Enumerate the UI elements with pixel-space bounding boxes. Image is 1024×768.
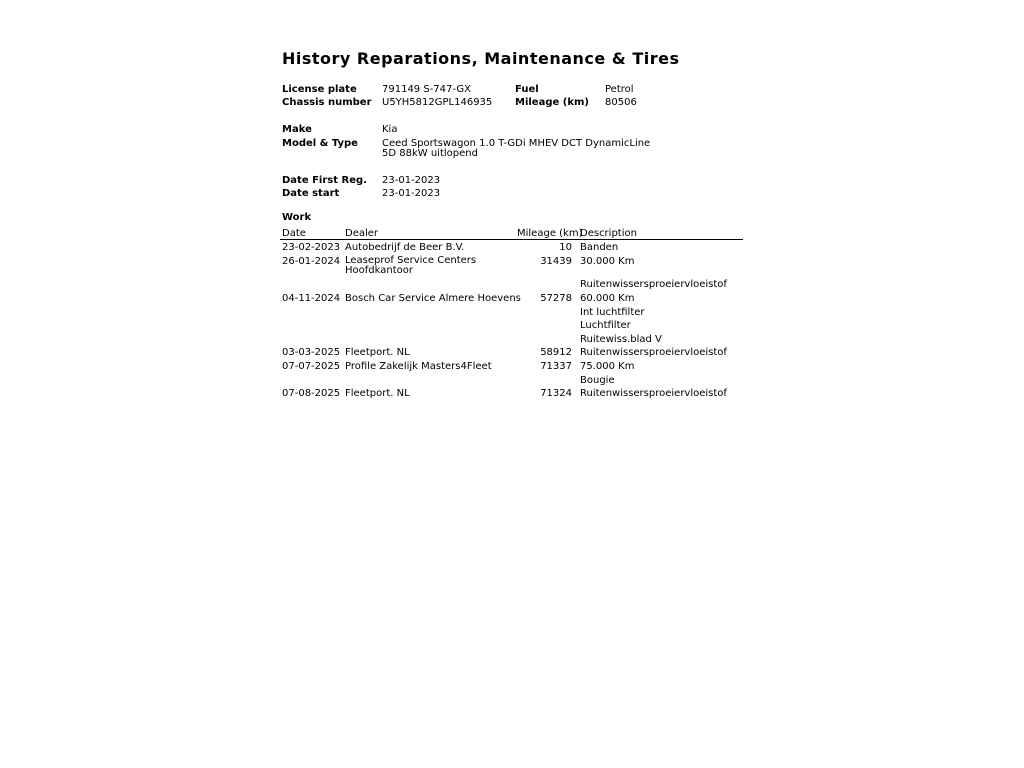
date-start-value: 23-01-2023 [382,188,441,199]
model-label: Model & Type [282,138,358,149]
row-date: 07-08-2025 [282,388,341,399]
row-date: 04-11-2024 [282,293,341,304]
row-description-line: Bougie [580,375,615,386]
row-mileage: 58912 [540,347,572,358]
row-description-line: Ruitenwissersproeiervloeistof [580,279,727,290]
row-dealer: Fleetport. NL [345,388,410,399]
row-description-line: Int luchtfilter [580,307,645,318]
header-divider [280,239,743,240]
license-plate-label: License plate [282,84,357,95]
mileage-value: 80506 [605,97,637,108]
row-description-line: 75.000 Km [580,361,635,372]
fuel-label: Fuel [515,84,539,95]
work-heading: Work [282,212,312,223]
column-header-dealer: Dealer [345,228,379,239]
make-value: Kia [382,124,398,135]
row-description-line: Luchtfilter [580,320,631,331]
model-value: Ceed Sportswagon 1.0 T-GDi MHEV DCT DynamicLine 5D 88kW uitlopend [382,138,651,159]
row-description-line: 60.000 Km [580,293,635,304]
row-date: 23-02-2023 [282,242,341,253]
row-mileage: 57278 [540,293,572,304]
row-date: 07-07-2025 [282,361,341,372]
row-description-line: Banden [580,242,619,253]
row-dealer: Bosch Car Service Almere Hoevens [345,293,521,304]
row-description-line: Ruitenwissersproeiervloeistof [580,388,727,399]
row-date: 26-01-2024 [282,256,341,267]
row-description-line: Ruitewiss.blad V [580,334,662,345]
row-mileage: 71324 [540,388,572,399]
column-header-description: Description [580,228,637,239]
column-header-date: Date [282,228,306,239]
first-reg-value: 23-01-2023 [382,175,441,186]
license-plate-value: 791149 S-747-GX [382,84,471,95]
fuel-value: Petrol [605,84,634,95]
chassis-value: U5YH5812GPL146935 [382,97,493,108]
row-mileage: 10 [559,242,572,253]
row-dealer: Leaseprof Service Centers Hoofdkantoor [345,255,477,276]
row-date: 03-03-2025 [282,347,341,358]
row-dealer: Fleetport. NL [345,347,410,358]
row-mileage: 71337 [540,361,572,372]
row-description-line: 30.000 Km [580,256,635,267]
chassis-label: Chassis number [282,97,372,108]
row-mileage: 31439 [540,256,572,267]
column-header-mileage: Mileage (km) [517,228,583,239]
date-start-label: Date start [282,188,340,199]
row-dealer: Profile Zakelijk Masters4Fleet [345,361,492,372]
make-label: Make [282,124,312,135]
first-reg-label: Date First Reg. [282,175,367,186]
row-dealer: Autobedrijf de Beer B.V. [345,242,465,253]
row-description-line: Ruitenwissersproeiervloeistof [580,347,727,358]
mileage-label: Mileage (km) [515,97,589,108]
page-title: History Reparations, Maintenance & Tires [282,49,680,68]
